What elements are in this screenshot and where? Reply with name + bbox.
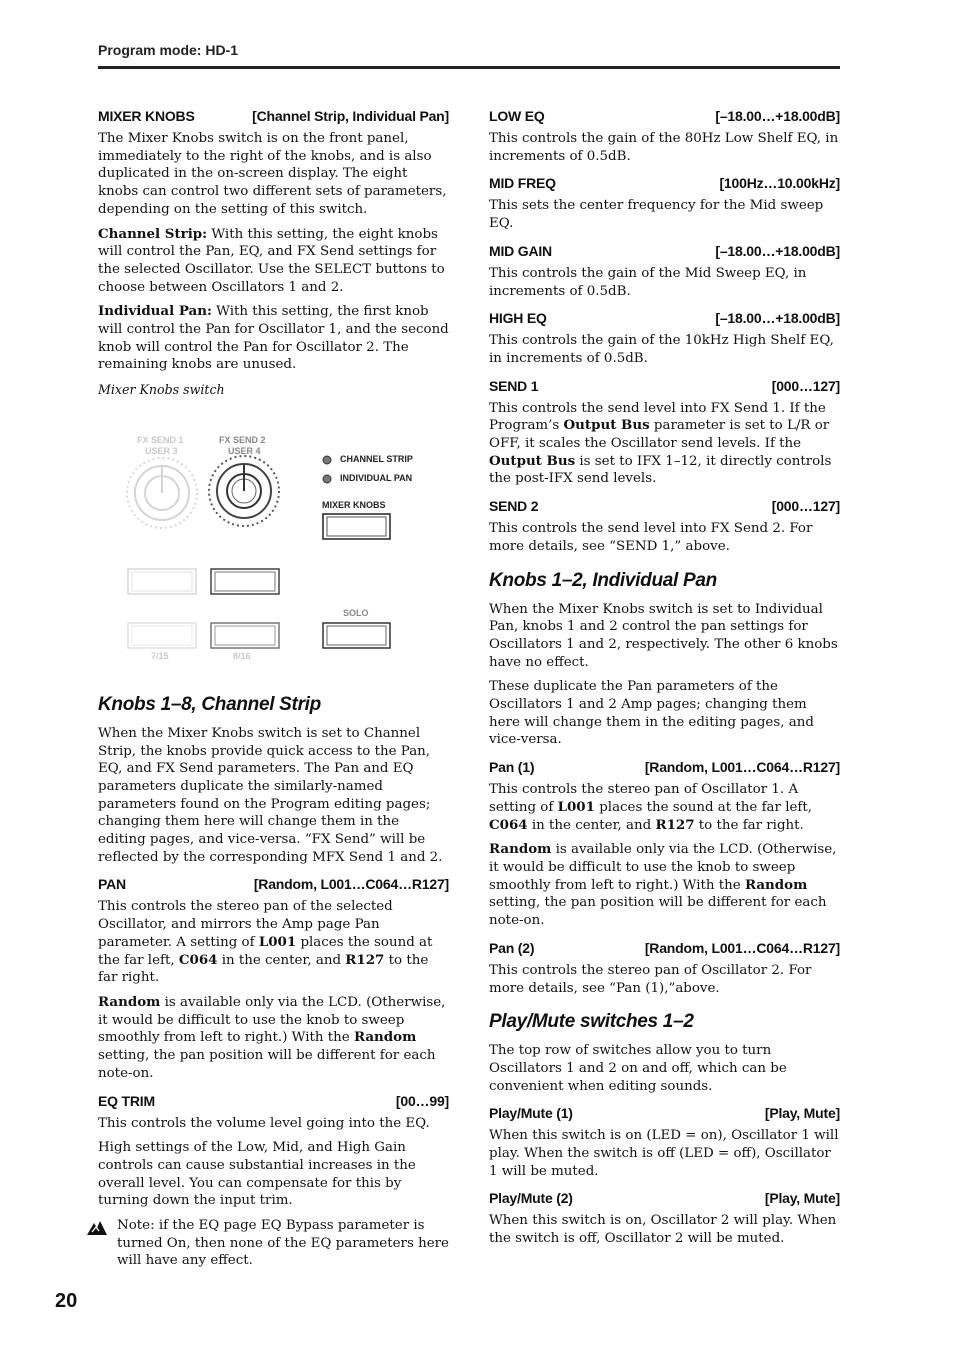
fx-send-2-label: FX SEND 2: [219, 434, 266, 445]
page-number: 20: [55, 1290, 78, 1312]
mid-gain-text: This controls the gain of the Mid Sweep EQ, in increments of 0.5dB.: [489, 265, 807, 299]
param-range: [100Hz…10.00kHz]: [719, 175, 840, 192]
mixer-knobs-figure: [98, 405, 449, 680]
page-header: Program mode: HD-1: [98, 42, 239, 58]
pan-random-text: Random is available only via the LCD. (Otherwise, it would be difficult to use the knob to sweep smoothly from left to right.) With the Random setting, the pan position will be different for each note-on.: [98, 993, 446, 1081]
knob-1-icon: [127, 458, 197, 528]
param-heading-low-eq: [489, 108, 840, 124]
send-2-text: This controls the send level into FX Send 2. For more details, see “SEND 1,” above.: [489, 521, 813, 554]
param-heading-play-mute-2: [489, 1190, 840, 1206]
param-name: Pan (2): [489, 939, 535, 956]
play-mute-1-text: When this switch is on (LED = on), Oscillator 1 will play. When the switch is off (LED = off), Oscillator 1 will be muted.: [489, 1128, 839, 1179]
term: Individual Pan:: [98, 303, 212, 320]
header-rule: [98, 66, 840, 69]
section-heading-individual-pan: Knobs 1–2, Individual Pan: [489, 569, 717, 591]
section-heading-channel-strip: Knobs 1–8, Channel Strip: [98, 693, 321, 715]
knob-2-icon: [209, 456, 279, 526]
param-heading-pan: [98, 876, 449, 892]
param-name: MID FREQ: [489, 175, 556, 192]
param-heading-mid-gain: [489, 243, 840, 259]
param-heading-pan-2: [489, 940, 840, 956]
pan-1-text: This controls the stereo pan of Oscillator 1. A setting of L001 places the sound at the far left, C064 in the center, and R127 to the far right.: [489, 782, 813, 833]
high-eq-text: This controls the gain of the 10kHz High Shelf EQ, in increments of 0.5dB.: [489, 333, 834, 366]
figure-caption: Mixer Knobs switch: [98, 382, 225, 398]
param-name: EQ TRIM: [98, 1092, 155, 1109]
param-name: Play/Mute (2): [489, 1190, 573, 1207]
param-heading-high-eq: [489, 310, 840, 326]
param-name: SEND 2: [489, 498, 539, 515]
param-range: [Play, Mute]: [764, 1190, 840, 1207]
param-name: Play/Mute (1): [489, 1105, 573, 1122]
param-range: [00…99]: [395, 1092, 449, 1109]
mixer-knobs-intro: The Mixer Knobs switch is on the front panel, immediately to the right of the knobs, and is also duplicated in the on-screen display. The eight knobs can control two different sets of parameters, depending on the setting of this switch.: [98, 131, 447, 217]
send-1-text: This controls the send level into FX Send 1. If the Program’s Output Bus parameter is set to L/R or OFF, it scales the Oscillator send levels. If the Output Bus is set to IFX 1–12, it directly controls the post-IFX send levels.: [489, 400, 832, 487]
eq-note: Note: if the EQ page EQ Bypass parameter is turned On, then none of the EQ parameters here will have any effect.: [98, 1217, 449, 1270]
param-range: [Random, L001…C064…R127]: [644, 939, 840, 956]
channel-strip-paragraph: Channel Strip: With this setting, the eight knobs will control the Pan, EQ, and FX Send settings for the selected Oscillator. Use the SELECT buttons to choose between Oscillators 1 and 2.: [98, 225, 445, 295]
eq-trim-text-2: High settings of the Low, Mid, and High Gain controls can cause substantial increases in the overall level. You can compensate for this by turning down the input trim.: [98, 1140, 416, 1209]
param-heading-send-1: [489, 378, 840, 394]
param-heading-send-2: [489, 498, 840, 514]
mid-freq-text: This sets the center frequency for the Mid sweep EQ.: [489, 198, 824, 232]
user-3-label: USER 3: [145, 445, 178, 456]
param-range: [000…127]: [771, 498, 840, 515]
low-eq-text: This controls the gain of the 80Hz Low Shelf EQ, in increments of 0.5dB.: [489, 131, 839, 164]
channel-strip-text: When the Mixer Knobs switch is set to Channel Strip, the knobs provide quick access to the Pan, EQ, and FX Send parameters. The Pan and EQ parameters duplicate the similarly-named parameters found on the Program editing pages; changing them here will change them in the editing pages, and vice-versa. “FX Send” will be reflected by the corresponding MFX Send 1 and 2.: [98, 725, 443, 865]
note-hand-icon: [86, 1219, 108, 1237]
param-name: MIXER KNOBS: [98, 108, 195, 124]
param-heading-mixer-knobs: [98, 108, 449, 124]
section-heading-play-mute: Play/Mute switches 1–2: [489, 1011, 694, 1033]
param-range: [Random, L001…C064…R127]: [644, 759, 840, 776]
pan-text: This controls the stereo pan of the selected Oscillator, and mirrors the Amp page Pan parameter. A setting of L001 places the sound at the far left, C064 in the center, and R127 to the far right.: [98, 899, 433, 986]
param-range: [Channel Strip, Individual Pan]: [252, 108, 449, 124]
individual-pan-label: INDIVIDUAL PAN: [340, 472, 413, 483]
param-heading-play-mute-1: [489, 1105, 840, 1121]
param-name: LOW EQ: [489, 108, 545, 124]
individual-pan-paragraph: Individual Pan: With this setting, the first knob will control the Pan for Oscillator 1, and the second knob will control the Pan for Oscillator 2. The remaining knobs are unused.: [98, 303, 449, 373]
param-heading-mid-freq: [489, 175, 840, 191]
individual-pan-text-1: When the Mixer Knobs switch is set to Individual Pan, knobs 1 and 2 control the pan settings for Oscillators 1 and 2, respectively. The other 6 knobs have no effect.: [489, 601, 838, 670]
eq-trim-text-1: This controls the volume level going into the EQ.: [98, 1115, 430, 1131]
channel-strip-led: [323, 456, 331, 464]
right-column: [489, 108, 840, 1255]
pan-2-text: This controls the stereo pan of Oscillator 2. For more details, see “Pan (1),”above.: [489, 962, 812, 996]
param-range: [–18.00…+18.00dB]: [715, 108, 840, 124]
label-7-15: 7/15: [151, 650, 169, 661]
play-mute-text: The top row of switches allow you to turn Oscillators 1 and 2 on and off, which can be convenient when editing sounds.: [489, 1043, 787, 1094]
pan-1-random-text: Random is available only via the LCD. (Otherwise, it would be difficult to use the knob to sweep smoothly from left to right.) With the Random setting, the pan position will be different for each note-on.: [489, 841, 837, 929]
mixer-knobs-label: MIXER KNOBS: [322, 499, 386, 510]
individual-pan-text-2: These duplicate the Pan parameters of the Oscillators 1 and 2 Amp pages; changing them here will change them in the editing pages, and vice-versa.: [489, 679, 814, 748]
fx-send-1-label: FX SEND 1: [137, 434, 184, 445]
param-range: [–18.00…+18.00dB]: [715, 242, 840, 259]
param-name: HIGH EQ: [489, 310, 547, 327]
solo-label: SOLO: [343, 607, 369, 618]
user-4-label: USER 4: [228, 445, 261, 456]
play-mute-2-text: When this switch is on, Oscillator 2 will play. When the switch is off, Oscillator 2 will be muted.: [489, 1213, 837, 1247]
label-8-16: 8/16: [233, 650, 251, 661]
param-range: [–18.00…+18.00dB]: [715, 310, 840, 327]
param-name: MID GAIN: [489, 242, 552, 259]
param-name: Pan (1): [489, 759, 535, 776]
param-name: PAN: [98, 876, 126, 893]
param-range: [Random, L001…C064…R127]: [253, 876, 449, 893]
param-range: [000…127]: [771, 377, 840, 394]
param-name: SEND 1: [489, 377, 539, 394]
term: Channel Strip:: [98, 225, 208, 242]
left-column: [98, 108, 449, 1277]
channel-strip-label: CHANNEL STRIP: [340, 453, 413, 464]
param-heading-eq-trim: [98, 1093, 449, 1109]
param-range: [Play, Mute]: [764, 1105, 840, 1122]
param-heading-pan-1: [489, 759, 840, 775]
individual-pan-led: [323, 475, 331, 483]
